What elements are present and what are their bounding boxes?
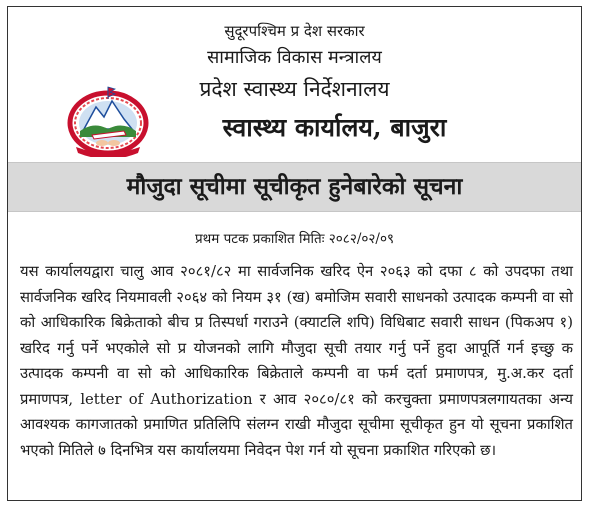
- notice-body: यस कार्यालयद्वारा चालु आव २०८१/८२ मा सार्वजनिक खरिद ऐन २०६३ को दफा ८ को उपदफा तथा सार्वजनिक खरिद नियमावली २०६४ को नियम ३१ (ख) बमोजिम सवारी साधनको उत्पादक कम्पनी वा सो को आधिकारिक बिक्रेताको बीच प्र तिस्पर्धा गराउने (क्याटलि शपि) विधिबाट सवारी साधन (पिकअप १) खरिद गर्नु पर्ने भएकोले सो प्र योजनको लागि मौजुदा सूची तयार गर्नु पर्ने हुदा आपूर्ति गर्न इच्छु क उत्पादक कम्पनी वा सो को आधिकारिक बिक्रेताले कम्पनी वा फर्म दर्ता प्रमाणपत्र, मु.अ.कर दर्ता प्रमाणपत्र, letter of Authorization र आव २०८०/८१ को करचुक्ता प्रमाणपत्रलगायतका अन्य आवश्यक कागजातको प्रमाणित प्रतिलिपि संलग्न राखी मौजुदा सूचीमा सूचीकृत हुन यो सूचना प्रकाशित भएको मितिले ७ दिनभित्र यस कार्यालयमा निवेदन पेश गर्न यो सूचना प्रकाशित गरिएको छ।: [20, 263, 573, 459]
- notice-frame: [7, 6, 582, 501]
- letterhead: [8, 7, 581, 157]
- directorate-name: प्रदेश स्वास्थ्य निर्देशनालय: [199, 77, 390, 101]
- province-government: सुदूरपश्चिम प्र देश सरकार: [224, 22, 365, 40]
- office-name: स्वास्थ्य कार्यालय, बाजुरा: [222, 113, 447, 142]
- ministry-name: सामाजिक विकास मन्त्रालय: [207, 47, 382, 68]
- publication-date: प्रथम पटक प्रकाशित मितिः २०८२/०२/०९: [194, 231, 395, 247]
- notice-title-bar: [8, 162, 581, 212]
- notice-title: मौजुदा सूचीमा सूचीकृत हुनेबारेको सूचना: [126, 173, 463, 200]
